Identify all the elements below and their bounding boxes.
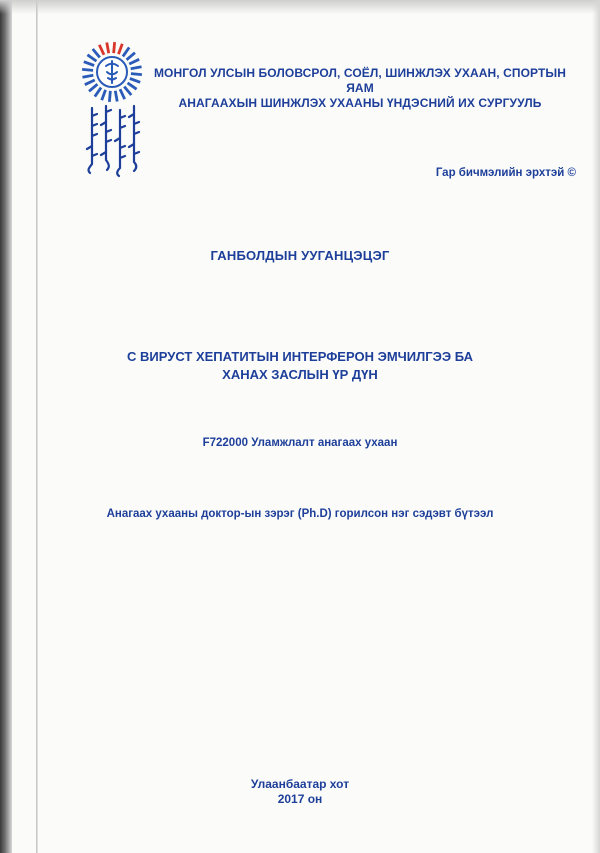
scan-right-shadow: [592, 0, 600, 853]
university-name: АНАГААХЫН ШИНЖЛЭХ УХААНЫ ҮНДЭСНИЙ ИХ СУРГУУЛЬ: [178, 96, 542, 110]
specialty-code: F722000 Уламжлалт анагаах ухаан: [202, 437, 398, 449]
institution-header: [150, 66, 570, 111]
spine-fold: [36, 0, 38, 853]
dissertation-title: [60, 348, 540, 384]
scan-top-shadow: [0, 0, 600, 14]
title-line-2: ХАНАХ ЗАСЛЫН ҮР ДҮН: [222, 367, 378, 382]
city: Улаанбаатар хот: [250, 777, 350, 791]
place-and-year: [0, 777, 600, 807]
binding-edge: [0, 0, 12, 853]
mongolian-script-emblem: [84, 102, 144, 182]
year: 2017 он: [277, 792, 323, 806]
ministry-name: МОНГОЛ УЛСЫН БОЛОВСРОЛ, СОЁЛ, ШИНЖЛЭХ УХААН, СПОРТЫН ЯАМ: [153, 66, 567, 95]
degree-statement: Анагаах ухааны доктор-ын зэрэг (Ph.D) горилсон нэг сэдэвт бүтээл: [106, 508, 494, 520]
copyright-notice: Гар бичмэлийн эрхтэй ©: [435, 167, 576, 179]
title-line-1: С ВИРУСТ ХЕПАТИТЫН ИНТЕРФЕРОН ЭМЧИЛГЭЭ БА: [127, 349, 473, 364]
university-emblem-icon: [80, 40, 144, 104]
author-name: ГАНБОЛДЫН УУГАНЦЭЦЭГ: [210, 248, 390, 263]
